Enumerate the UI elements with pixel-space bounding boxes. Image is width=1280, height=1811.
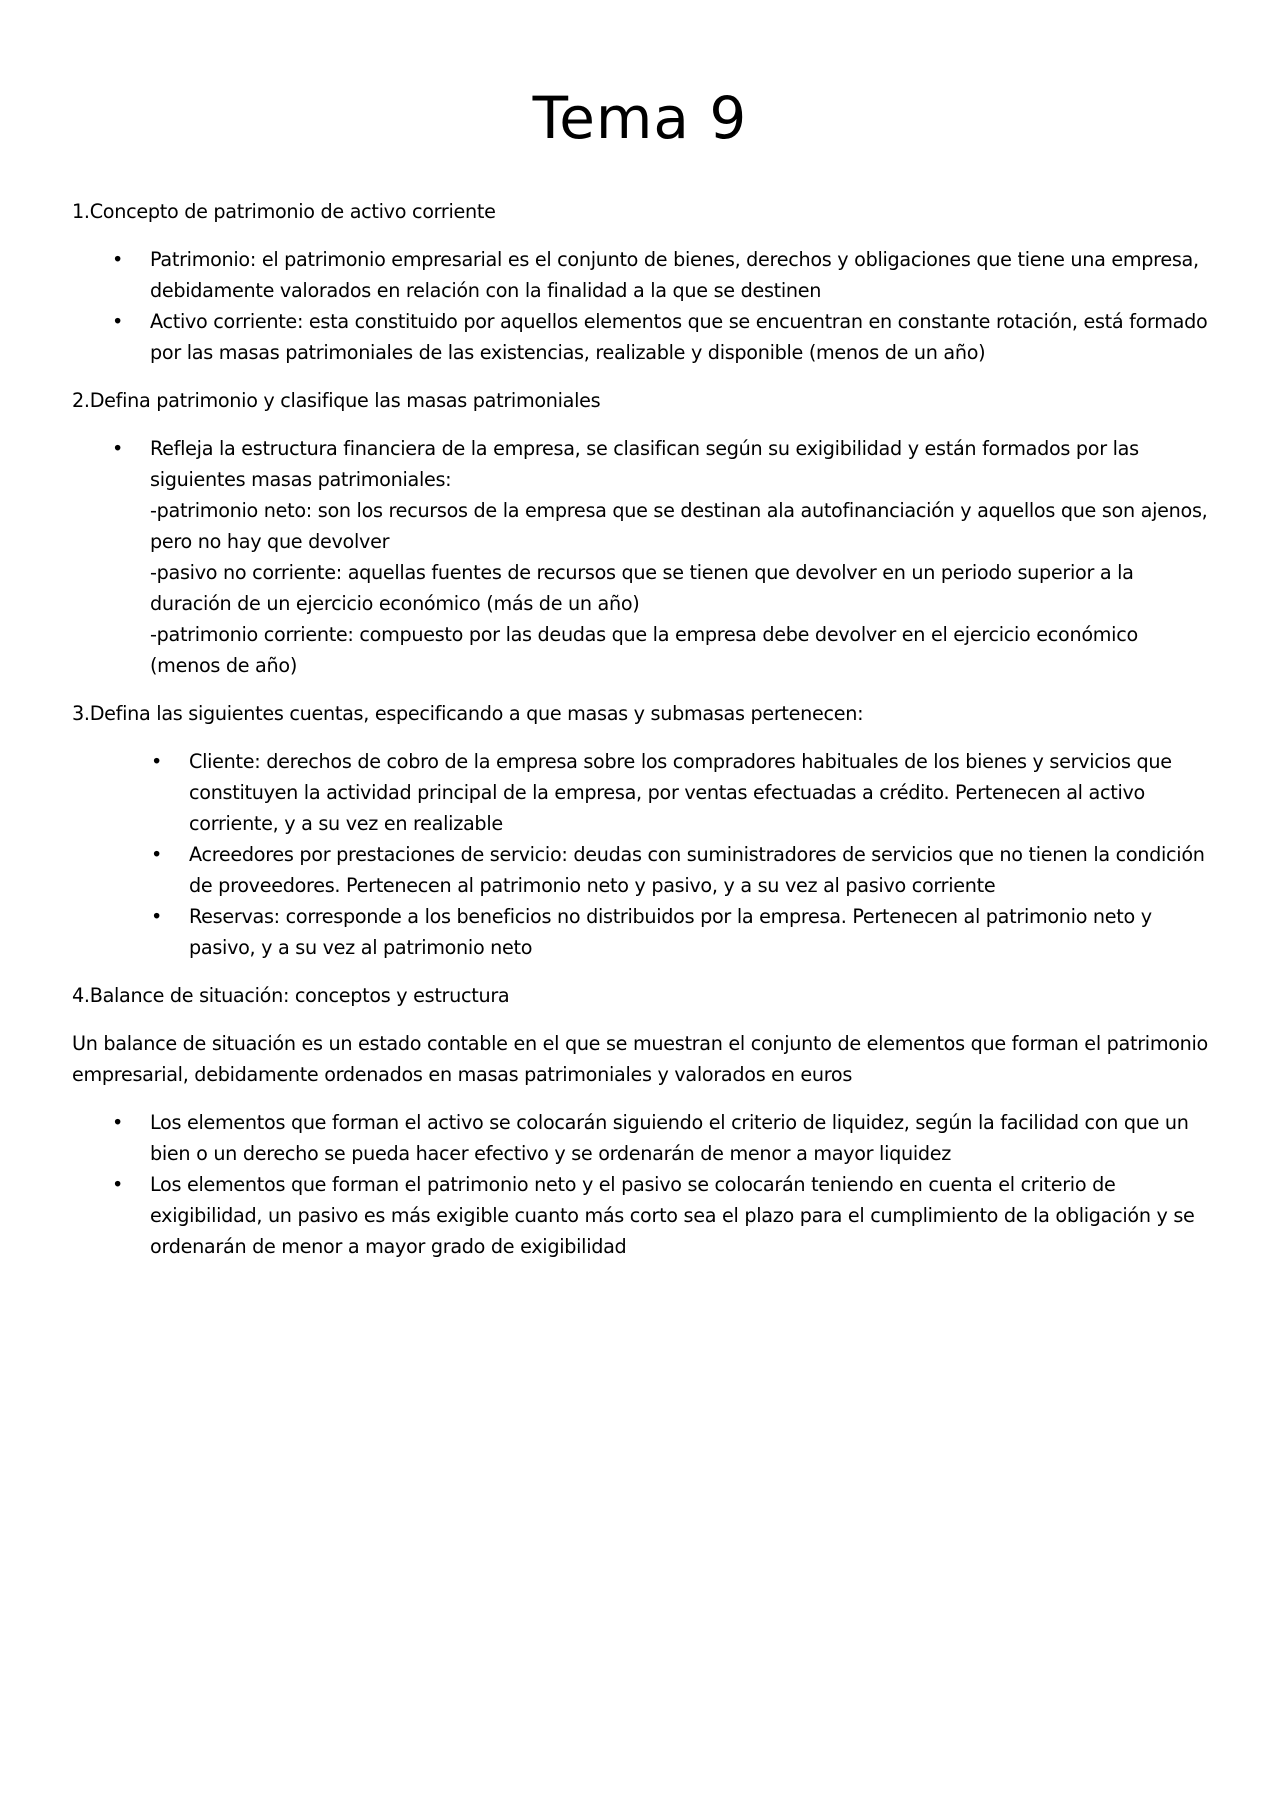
section-3-list [72,746,1212,963]
section-1-list [72,244,1212,368]
list-item [72,901,1212,963]
bullet-icon: • [151,905,163,928]
list-item [72,244,1212,306]
bullet-icon: • [151,843,163,866]
section-2-heading: 2.Defina patrimonio y clasifique las masas patrimoniales [72,389,601,412]
list-item-subline: -pasivo no corriente: aquellas fuentes de recursos que se tienen que devolver en un periodo superior a la duración de un ejercicio económico (más de un año) [150,561,1134,615]
bullet-icon: • [112,437,124,460]
section-3-heading: 3.Defina las siguientes cuentas, especificando a que masas y submasas pertenecen: [72,702,864,725]
list-item-text: Los elementos que forman el patrimonio neto y el pasivo se colocarán teniendo en cuenta el criterio de exigibilidad, un pasivo es más exigible cuanto más corto sea el plazo para el cumplimiento de la obligación y se ordenarán de menor a mayor grado de exigibilidad [150,1173,1195,1258]
list-item-text: Reservas: corresponde a los beneficios no distribuidos por la empresa. Pertenecen al patrimonio neto y pasivo, y a su vez al patrimonio neto [189,905,1152,959]
list-item [72,433,1212,681]
bullet-icon: • [151,750,163,773]
list-item [72,746,1212,839]
list-item-subline: -patrimonio neto: son los recursos de la empresa que se destinan ala autofinanciación y aquellos que son ajenos, pero no hay que devolver [150,499,1208,553]
list-item [72,839,1212,901]
list-item-text: Los elementos que forman el activo se colocarán siguiendo el criterio de liquidez, según la facilidad con que un bien o un derecho se pueda hacer efectivo y se ordenarán de menor a mayor liquidez [150,1111,1189,1165]
page-title: Tema 9 [532,84,748,152]
document-body [72,196,1212,1279]
section-1-heading: 1.Concepto de patrimonio de activo corriente [72,200,496,223]
list-item-subline: -patrimonio corriente: compuesto por las deudas que la empresa debe devolver en el ejercicio económico (menos de año) [150,623,1138,677]
list-item [72,1107,1212,1169]
list-item-text: Patrimonio: el patrimonio empresarial es el conjunto de bienes, derechos y obligaciones que tiene una empresa, debidamente valorados en relación con la finalidad a la que se destinen [150,248,1199,302]
list-item-text: Activo corriente: esta constituido por aquellos elementos que se encuentran en constante rotación, está formado por las masas patrimoniales de las existencias, realizable y disponible (menos de un año) [150,310,1208,364]
bullet-icon: • [112,1111,124,1134]
list-item [72,1169,1212,1262]
bullet-icon: • [112,248,124,271]
section-4-heading: 4.Balance de situación: conceptos y estructura [72,984,510,1007]
bullet-icon: • [112,310,124,333]
list-item-text: Refleja la estructura financiera de la empresa, se clasifican según su exigibilidad y están formados por las siguientes masas patrimoniales: [150,437,1139,491]
list-item-text: Cliente: derechos de cobro de la empresa sobre los compradores habituales de los bienes y servicios que constituyen la actividad principal de la empresa, por ventas efectuadas a crédito. Pertenecen al activo corriente, y a su vez en realizable [189,750,1172,835]
section-2-list [72,433,1212,681]
section-4-paragraph: Un balance de situación es un estado contable en el que se muestran el conjunto de elementos que forman el patrimonio empresarial, debidamente ordenados en masas patrimoniales y valorados en euros [72,1032,1208,1086]
bullet-icon: • [112,1173,124,1196]
list-item-text: Acreedores por prestaciones de servicio: deudas con suministradores de servicios que no tienen la condición de proveedores. Pertenecen al patrimonio neto y pasivo, y a su vez al pasivo corriente [189,843,1205,897]
list-item [72,306,1212,368]
section-4-list [72,1107,1212,1262]
